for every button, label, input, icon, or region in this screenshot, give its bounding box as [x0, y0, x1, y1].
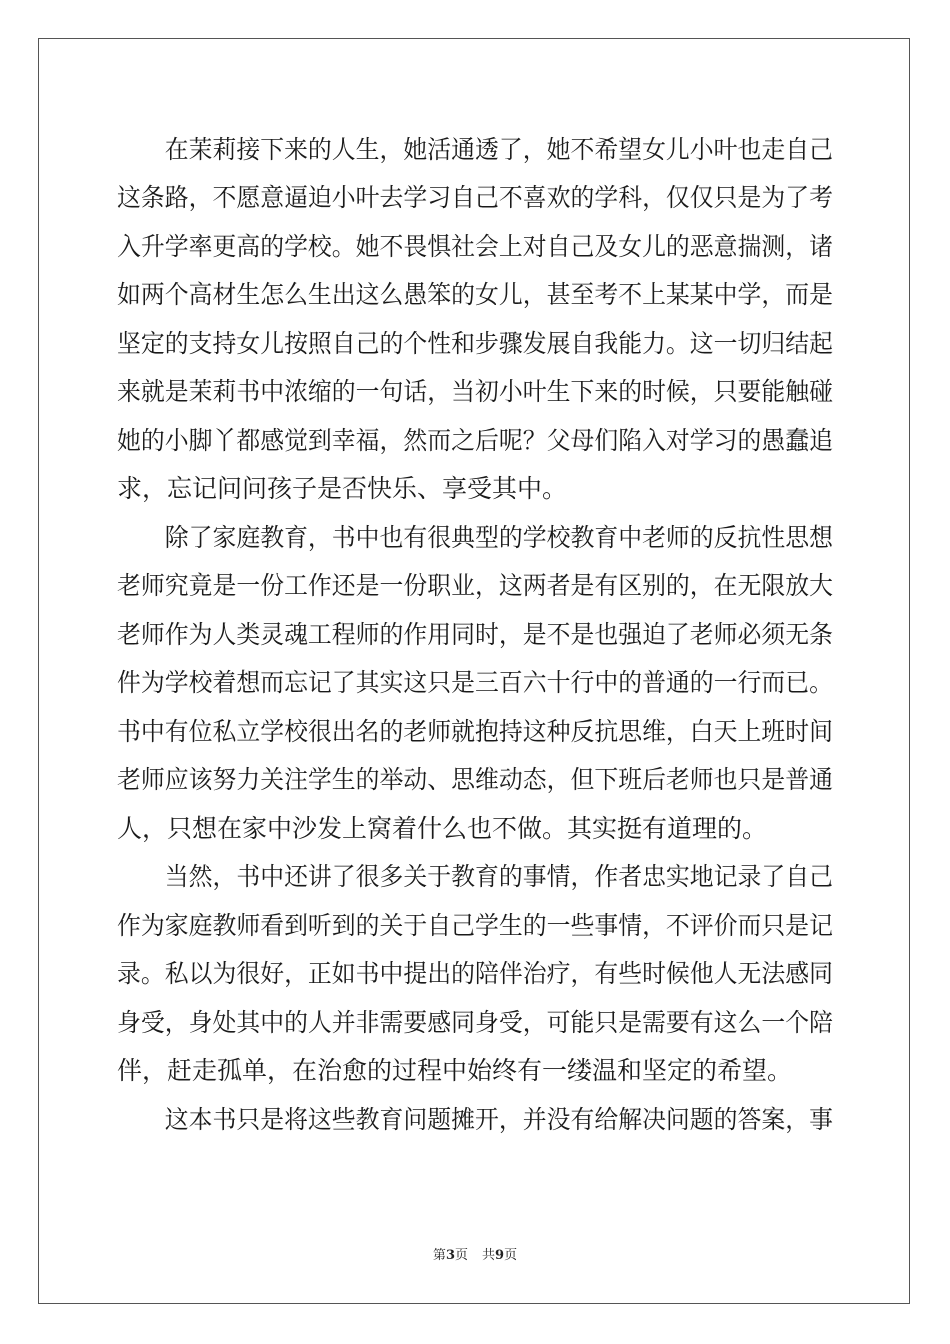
text-line: 身受，身处其中的人并非需要感同身受，可能只是需要有这么一个陪: [117, 1008, 834, 1037]
text-line: 坚定的支持女儿按照自己的个性和步骤发展自我能力。这一切归结起: [117, 329, 834, 358]
text-line: 如两个高材生怎么生出这么愚笨的女儿，甚至考不上某某中学，而是: [117, 280, 834, 309]
text-line: 求，忘记问问孩子是否快乐、享受其中。: [117, 474, 568, 503]
total-pages-prefix: 共: [482, 1248, 496, 1263]
text-line: 入升学率更高的学校。她不畏惧社会上对自己及女儿的恶意揣测，诸: [117, 232, 834, 261]
text-line: 这本书只是将这些教育问题摊开，并没有给解决问题的答案，事: [117, 1105, 834, 1134]
text-line: 当然，书中还讲了很多关于教育的事情，作者忠实地记录了自己: [117, 862, 834, 891]
text-line: 来就是茉莉书中浓缩的一句话，当初小叶生下来的时候，只要能触碰: [117, 377, 834, 406]
current-page-number: 3: [445, 1248, 455, 1263]
text-line: 件为学校着想而忘记了其实这只是三百六十行中的普通的一行而已。: [117, 668, 834, 697]
text-line: 老师应该努力关注学生的举动、思维动态，但下班后老师也只是普通: [117, 765, 834, 794]
total-pages-suffix: 页: [504, 1248, 518, 1263]
text-line: 她的小脚丫都感觉到幸福，然而之后呢？父母们陷入对学习的愚蠢追: [117, 426, 834, 455]
total-pages-number: 9: [495, 1248, 505, 1263]
text-line: 录。私以为很好，正如书中提出的陪伴治疗，有些时候他人无法感同: [117, 959, 834, 988]
text-line: 老师究竟是一份工作还是一份职业，这两者是有区别的，在无限放大: [117, 571, 834, 600]
text-line: 书中有位私立学校很出名的老师就抱持这种反抗思维，白天上班时间: [117, 717, 834, 746]
text-line: 在茉莉接下来的人生，她活通透了，她不希望女儿小叶也走自己: [117, 135, 834, 164]
text-line: 人，只想在家中沙发上窝着什么也不做。其实挺有道理的。: [117, 814, 768, 843]
text-line: 这条路，不愿意逼迫小叶去学习自己不喜欢的学科，仅仅只是为了考: [117, 183, 834, 212]
text-line: 除了家庭教育，书中也有很典型的学校教育中老师的反抗性思想: [117, 523, 834, 552]
text-line: 伴，赶走孤单，在治愈的过程中始终有一缕温和坚定的希望。: [117, 1056, 793, 1085]
text-line: 作为家庭教师看到听到的关于自己学生的一些事情，不评价而只是记: [117, 911, 834, 940]
page-number-suffix: 页: [454, 1248, 468, 1263]
text-line: 老师作为人类灵魂工程师的作用同时，是不是也强迫了老师必须无条: [117, 620, 834, 649]
page-footer: [0, 1247, 950, 1265]
page-number-prefix: 第: [432, 1248, 446, 1263]
